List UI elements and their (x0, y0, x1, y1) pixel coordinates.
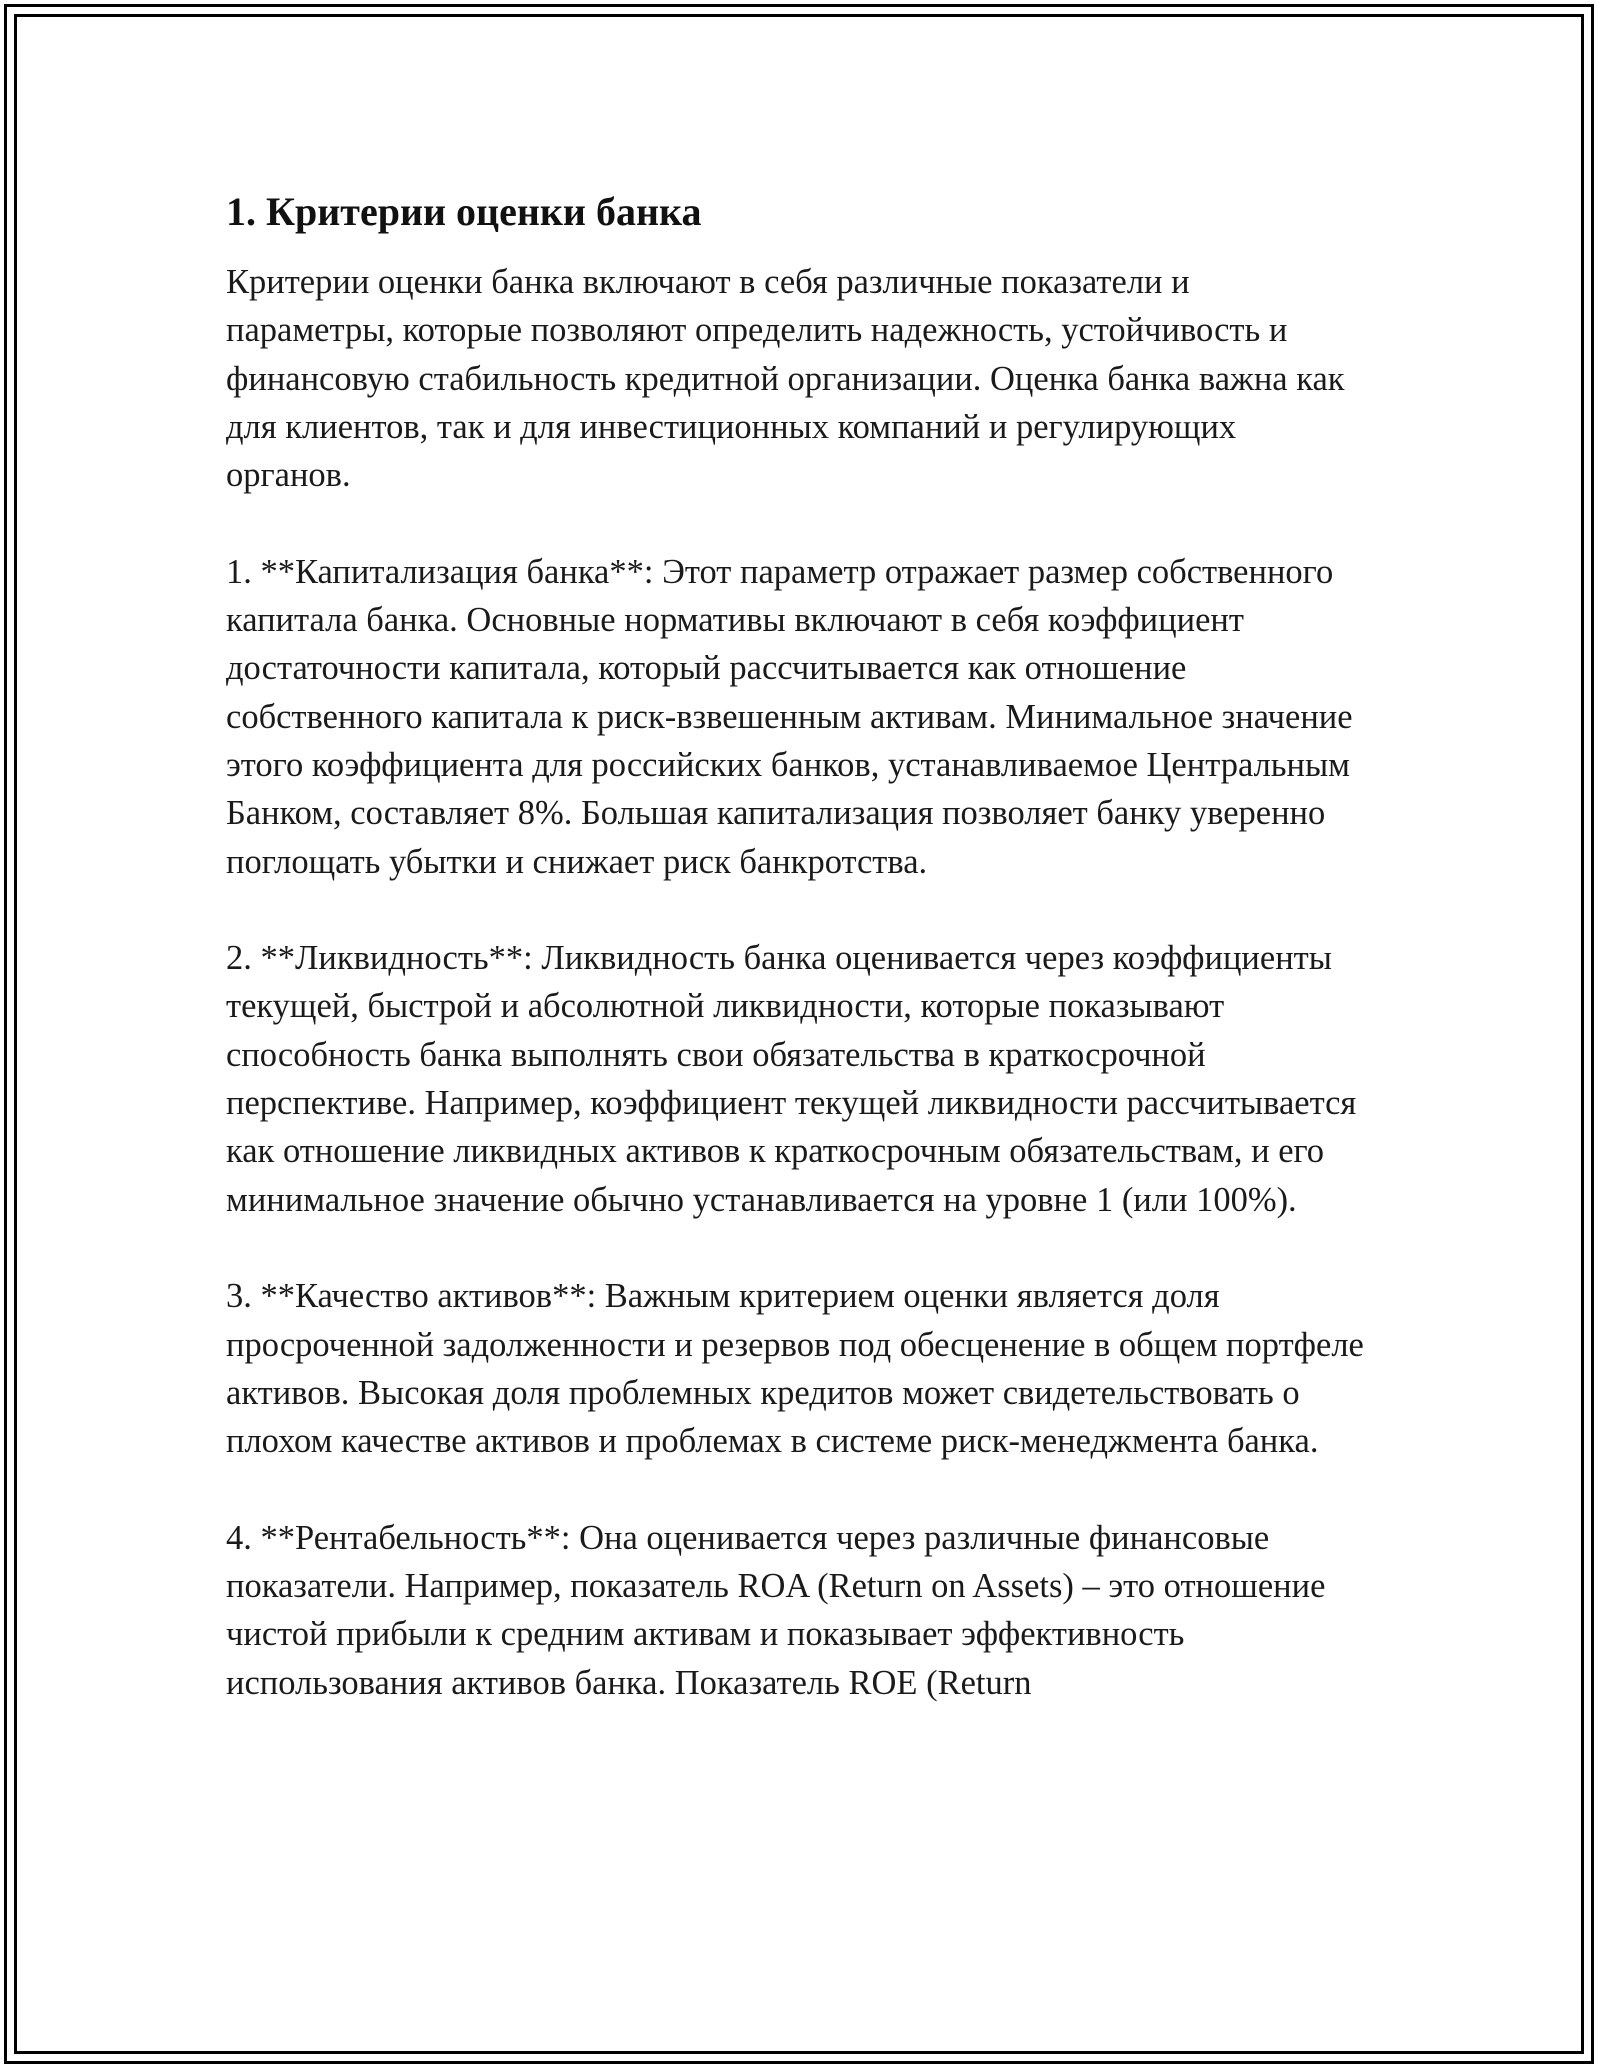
asset-quality-paragraph: 3. **Качество активов**: Важным критерием оценки является доля просроченной задолженности и резервов под обесценение в общем портфеле активов. Высокая доля проблемных кредитов может свидетельствовать о плохом качестве активов и проблемах в системе риск-менеджмента банка. (226, 1277, 1364, 1461)
profitability-paragraph: 4. **Рентабельность**: Она оценивается через различные финансовые показатели. Например, показатель ROA (Return on Assets) – это отношение чистой прибыли к средним активам и показывает эффективность использования активов банка. Показатель ROE (Return (226, 1518, 1326, 1702)
section-heading: 1. Критерии оценки банка (226, 189, 702, 234)
capitalization-paragraph: 1. **Капитализация банка**: Этот параметр отражает размер собственного капитала банка. Основные нормативы включают в себя коэффициент достаточности капитала, который рассчитывается как отношение собственного капитала к риск-взвешенным активам. Минимальное значение этого коэффициента для российских банков, устанавливаемое Центральным Банком, составляет 8%. Большая капитализация позволяет банку уверенно поглощать убытки и снижает риск банкротства. (226, 552, 1353, 881)
liquidity-paragraph: 2. **Ликвидность**: Ликвидность банка оценивается через коэффициенты текущей, быстрой и абсолютной ликвидности, которые показывают способность банка выполнять свои обязательства в краткосрочной перспективе. Например, коэффициент текущей ликвидности рассчитывается как отношение ликвидных активов к краткосрочным обязательствам, и его минимальное значение обычно устанавливается на уровне 1 (или 100%). (226, 939, 1357, 1219)
intro-paragraph: Критерии оценки банка включают в себя различные показатели и параметры, которые позволяют определить надежность, устойчивость и финансовую стабильность кредитной организации. Оценка банка важна как для клиентов, так и для инвестиционных компаний и регулирующих органов. (226, 263, 1345, 495)
document-body (226, 181, 1366, 1755)
